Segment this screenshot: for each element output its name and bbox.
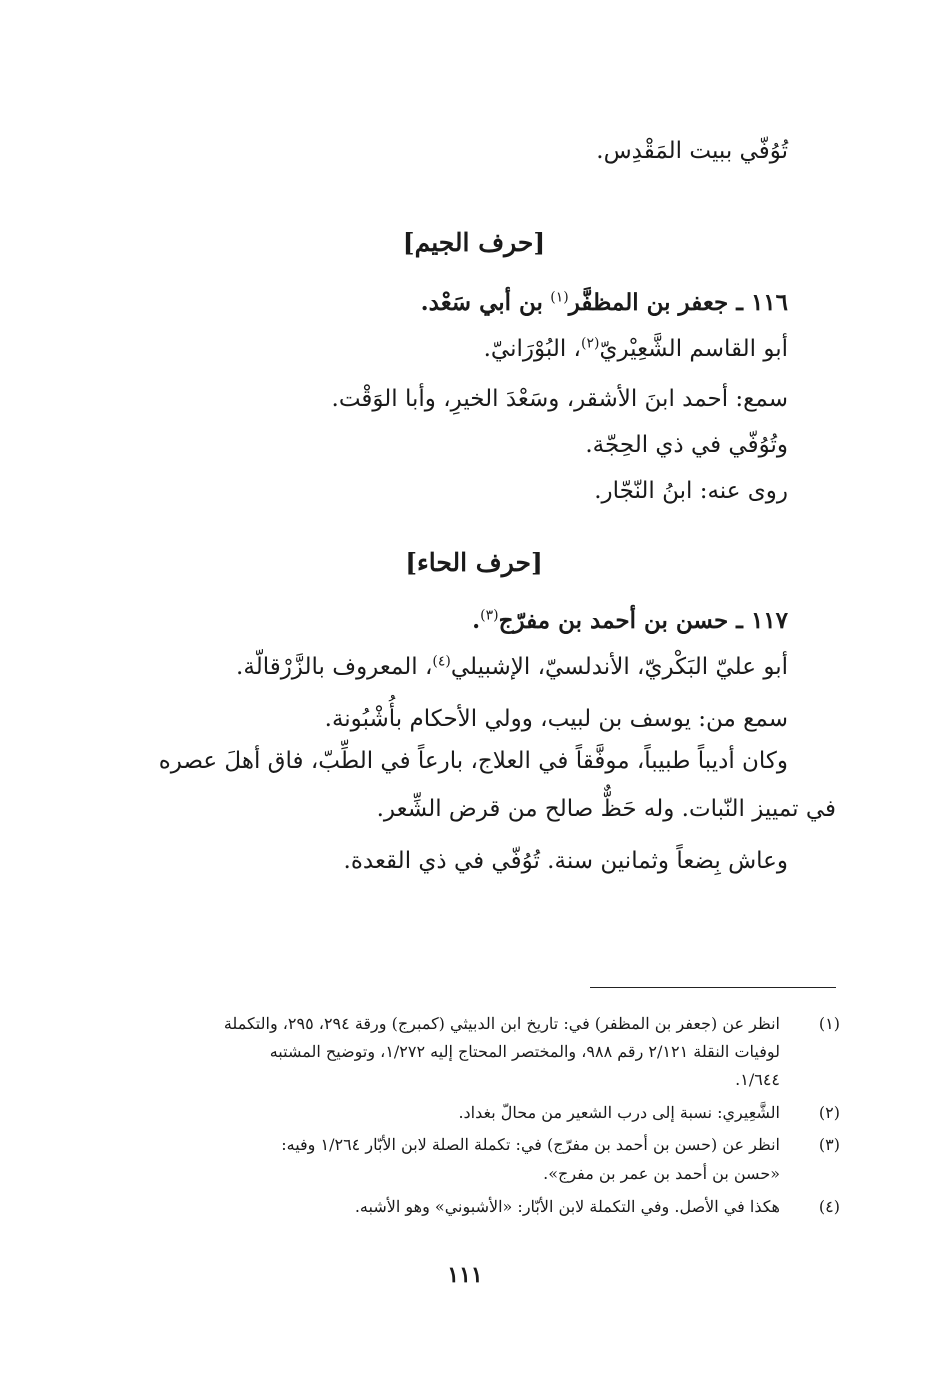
entry-117-line-1 xyxy=(236,652,788,682)
entry-116-title xyxy=(421,288,788,318)
text-line-opening: تُوُفّي ببيت المَقْدِس. xyxy=(596,138,788,164)
entry-116-name-rest: بن أبي سَعْد. xyxy=(420,289,543,316)
footnote-ref-2: (٢) xyxy=(580,335,600,352)
entry-117-kunya: أبو عليّ البَكْريّ، الأندلسيّ، الإشبيلي xyxy=(450,654,788,680)
entry-116-line-2: سمع: أحمد ابنَ الأشقر، وسَعْدَ الخيرِ، وأبا الوَقْت. xyxy=(331,386,788,412)
footnote-4-number: (٤) xyxy=(818,1197,840,1216)
entry-116-nisba: ، البُوْرَانيّ. xyxy=(483,336,581,362)
entry-117-line-2: سمع من: يوسف بن لبيب، وولي الأحكام بأُشْبُونة. xyxy=(324,706,788,732)
footnote-3-line-1: انظر عن (حسن بن أحمد بن مفرّج) في: تكملة الصلة لابن الأبّار ١/٢٦٤ وفيه: xyxy=(281,1135,780,1154)
section-heading-ha: [حرف الحاء] xyxy=(405,548,543,577)
footnote-3-line-2: «حسن بن أحمد بن عمر بن مفرج». xyxy=(543,1164,780,1183)
entry-117-title xyxy=(472,606,788,636)
entry-117-name-rest: . xyxy=(472,607,481,634)
entry-116-name: ١١٦ ـ جعفر بن المظفَّر xyxy=(568,289,788,316)
entry-116-line-4: روى عنه: ابنُ النّجّار. xyxy=(594,478,788,504)
entry-116-line-1 xyxy=(484,334,788,364)
footnote-2-number: (٢) xyxy=(818,1103,840,1122)
footnote-1-line-1: انظر عن (جعفر بن المظفر) في: تاريخ ابن الدبيثي (كمبرج) ورقة ٢٩٤، ٢٩٥، والتكملة xyxy=(223,1014,780,1033)
entry-117-line-3: وكان أديباً طبيباً، موفَّقاً في العلاج، بارعاً في الطِّبّ، فاق أهلَ عصره xyxy=(158,748,788,774)
footnote-1-line-2: لوفيات النقلة ٢/١٢١ رقم ٩٨٨، والمختصر المحتاج إليه ١/٢٧٢، وتوضيح المشتبه xyxy=(269,1042,780,1061)
footnote-2-line-1: الشَّعِيري: نسبة إلى درب الشعير من محالّ بغداد. xyxy=(458,1103,780,1122)
footnote-4-line-1: هكذا في الأصل. وفي التكملة لابن الأبّار: «الأشبوني» وهو الأشبه. xyxy=(354,1197,780,1216)
entry-117-line-5: وعاش بِضعاً وثمانين سنة. تُوُفّي في ذي القعدة. xyxy=(343,848,788,874)
footnote-ref-3: (٣) xyxy=(480,607,499,624)
footnote-ref-1: (١) xyxy=(550,289,569,306)
footnote-1-line-3: ١/٦٤٤. xyxy=(735,1070,780,1089)
footnote-ref-4: (٤) xyxy=(432,653,451,670)
entry-116-kunya: أبو القاسم الشَّعِيْريّ xyxy=(599,336,788,362)
entry-117-name: ١١٧ ـ حسن بن أحمد بن مفرّج xyxy=(498,607,788,634)
page-number: ١١١ xyxy=(447,1262,483,1288)
section-heading-jim: [حرف الجيم] xyxy=(402,228,546,257)
entry-117-known-as: ، المعروف بالزَّرْقالّة. xyxy=(236,654,433,680)
footnote-1-number: (١) xyxy=(818,1014,840,1033)
entry-117-line-4: في تمييز النّبات. وله حَظٌّ صالح من قرض الشِّعر. xyxy=(376,796,836,822)
entry-116-line-3: وتُوُفّي في ذي الحِجّة. xyxy=(585,432,788,458)
footnote-separator xyxy=(590,987,836,988)
footnote-3-number: (٣) xyxy=(818,1135,840,1154)
